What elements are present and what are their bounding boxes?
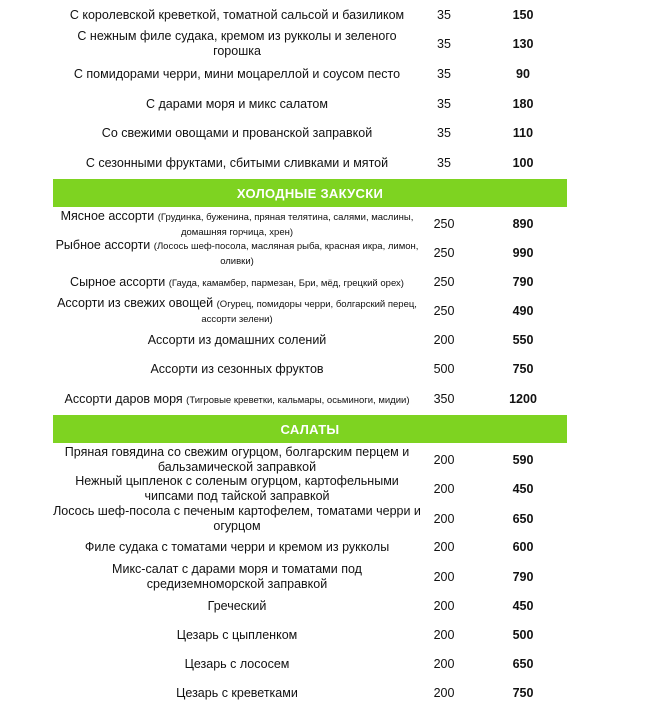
item-title: С сезонными фруктами, сбитыми сливками и мятой — [85, 155, 389, 170]
item-name — [52, 445, 422, 475]
item-name — [52, 63, 422, 85]
item-weight: 200 — [433, 333, 455, 347]
item-weight: 200 — [433, 482, 455, 496]
section-title: ХОЛОДНЫЕ ЗАКУСКИ — [236, 185, 384, 201]
item-name — [52, 152, 422, 174]
item-title: С дарами моря и микс салатом — [146, 96, 328, 111]
item-weight: 35 — [437, 67, 451, 81]
item-price: 790 — [512, 275, 534, 289]
item-weight: 250 — [433, 217, 455, 231]
item-title: Рыбное ассорти — [55, 238, 151, 252]
menu-item-row — [0, 93, 649, 115]
menu-item-row — [0, 210, 649, 238]
item-price: 890 — [512, 217, 534, 231]
item-title: Цезарь с креветками — [176, 685, 298, 700]
item-weight: 250 — [433, 246, 455, 260]
item-name — [52, 624, 422, 646]
item-weight: 250 — [433, 275, 455, 289]
item-price: 100 — [512, 156, 534, 170]
menu-item-row — [0, 239, 649, 267]
menu-item-row — [0, 624, 649, 646]
item-name — [52, 536, 422, 558]
menu-item-row — [0, 445, 649, 475]
section-title: САЛАТЫ — [280, 421, 340, 437]
item-weight: 250 — [433, 304, 455, 318]
item-name — [52, 562, 422, 592]
menu-item-row — [0, 271, 649, 293]
item-name — [52, 595, 422, 617]
item-price: 750 — [512, 686, 534, 700]
item-weight: 500 — [433, 362, 455, 376]
item-price: 590 — [512, 453, 534, 467]
item-weight: 350 — [433, 392, 455, 406]
item-title: Микс-салат с дарами моря и томатами под средиземноморской заправкой — [112, 562, 362, 591]
item-title: С королевской креветкой, томатной сальсой и базиликом — [69, 7, 405, 22]
item-price: 650 — [512, 512, 534, 526]
menu-item-row — [0, 63, 649, 85]
item-name — [52, 682, 422, 704]
menu-item-row — [0, 595, 649, 617]
item-weight: 200 — [433, 686, 455, 700]
item-price: 180 — [512, 97, 534, 111]
item-title: Ассорти даров моря — [64, 391, 183, 406]
item-title: Мясное ассорти — [60, 209, 155, 223]
menu-item-row — [0, 358, 649, 380]
menu-item-row — [0, 152, 649, 174]
item-name — [52, 4, 422, 26]
item-weight: 35 — [437, 37, 451, 51]
item-name-block — [52, 209, 422, 239]
menu-item-row — [0, 297, 649, 325]
item-title: Ассорти из сезонных фруктов — [150, 361, 324, 376]
item-name — [52, 358, 422, 380]
menu-item-row — [0, 504, 649, 534]
item-name — [52, 388, 422, 410]
item-price: 650 — [512, 657, 534, 671]
item-name — [52, 504, 422, 534]
item-price: 450 — [512, 482, 534, 496]
menu-item-row — [0, 536, 649, 558]
item-name-block — [70, 275, 404, 290]
item-title: Ассорти из домашних солений — [147, 332, 327, 347]
item-name — [52, 29, 422, 58]
item-price: 750 — [512, 362, 534, 376]
section-header-salads — [53, 415, 567, 443]
item-title: Цезарь с лососем — [184, 656, 290, 671]
item-title: Филе судака с томатами черри и кремом из рукколы — [84, 539, 390, 554]
menu-item-row — [0, 562, 649, 592]
menu-item-row — [0, 122, 649, 144]
item-name — [52, 93, 422, 115]
item-weight: 200 — [433, 453, 455, 467]
item-weight: 200 — [433, 628, 455, 642]
item-title: С помидорами черри, мини моцареллой и соусом песто — [73, 66, 401, 81]
menu-item-row — [0, 388, 649, 410]
item-weight: 200 — [433, 657, 455, 671]
item-name — [52, 653, 422, 675]
item-price: 500 — [512, 628, 534, 642]
item-name-block — [65, 392, 410, 407]
item-name-block — [52, 238, 422, 268]
item-price: 110 — [512, 126, 534, 140]
menu-item-row — [0, 329, 649, 351]
item-description: (Грудинка, буженина, пряная телятина, салями, маслины, домашняя горчица, хрен) — [157, 212, 414, 238]
item-name — [52, 210, 422, 238]
item-weight: 200 — [433, 599, 455, 613]
item-title: Греческий — [207, 598, 267, 613]
item-title: Нежный цыпленок с соленым огурцом, картофельными чипсами под тайской заправкой — [75, 474, 399, 503]
item-price: 790 — [512, 570, 534, 584]
menu-item-row — [0, 682, 649, 704]
item-title: Пряная говядина со свежим огурцом, болгарским перцем и бальзамической заправкой — [64, 445, 410, 474]
item-description: (Лосось шеф-посола, масляная рыба, красная икра, лимон, оливки) — [153, 241, 419, 267]
item-weight: 200 — [433, 540, 455, 554]
item-title: Со свежими овощами и прованской заправкой — [101, 125, 373, 140]
section-header-cold-appetizers — [53, 179, 567, 207]
item-weight: 200 — [433, 512, 455, 526]
item-name — [52, 122, 422, 144]
item-weight: 35 — [437, 8, 451, 22]
item-price: 150 — [512, 8, 534, 22]
item-price: 990 — [512, 246, 534, 260]
item-weight: 35 — [437, 126, 451, 140]
menu-item-row — [0, 4, 649, 26]
item-description: (Тигровые креветки, кальмары, осьминоги, мидии) — [186, 394, 410, 406]
item-name — [52, 271, 422, 293]
item-title: Сырное ассорти — [70, 274, 166, 289]
item-name — [52, 297, 422, 325]
item-weight: 35 — [437, 97, 451, 111]
menu-item-row — [0, 474, 649, 504]
item-title: Цезарь с цыпленком — [176, 627, 298, 642]
menu-item-row — [0, 653, 649, 675]
item-price: 490 — [512, 304, 534, 318]
item-name — [52, 474, 422, 504]
item-description: (Гауда, камамбер, пармезан, Бри, мёд, грецкий орех) — [168, 277, 404, 289]
item-weight: 35 — [437, 156, 451, 170]
item-price: 450 — [512, 599, 534, 613]
item-name-block — [52, 296, 422, 326]
item-price: 90 — [516, 67, 530, 81]
item-price: 1200 — [509, 392, 537, 406]
item-name — [52, 239, 422, 267]
item-weight: 200 — [433, 570, 455, 584]
item-title: Лосось шеф-посола с печеным картофелем, томатами черри и огурцом — [53, 504, 421, 533]
menu-item-row — [0, 29, 649, 58]
item-name — [52, 329, 422, 351]
item-price: 550 — [512, 333, 534, 347]
item-price: 600 — [512, 540, 534, 554]
item-title: С нежным филе судака, кремом из рукколы и зеленого горошка — [77, 29, 397, 58]
item-description: (Огурец, помидоры черри, болгарский перец, ассорти зелени) — [201, 299, 417, 325]
item-title: Ассорти из свежих овощей — [57, 296, 214, 310]
item-price: 130 — [512, 37, 534, 51]
